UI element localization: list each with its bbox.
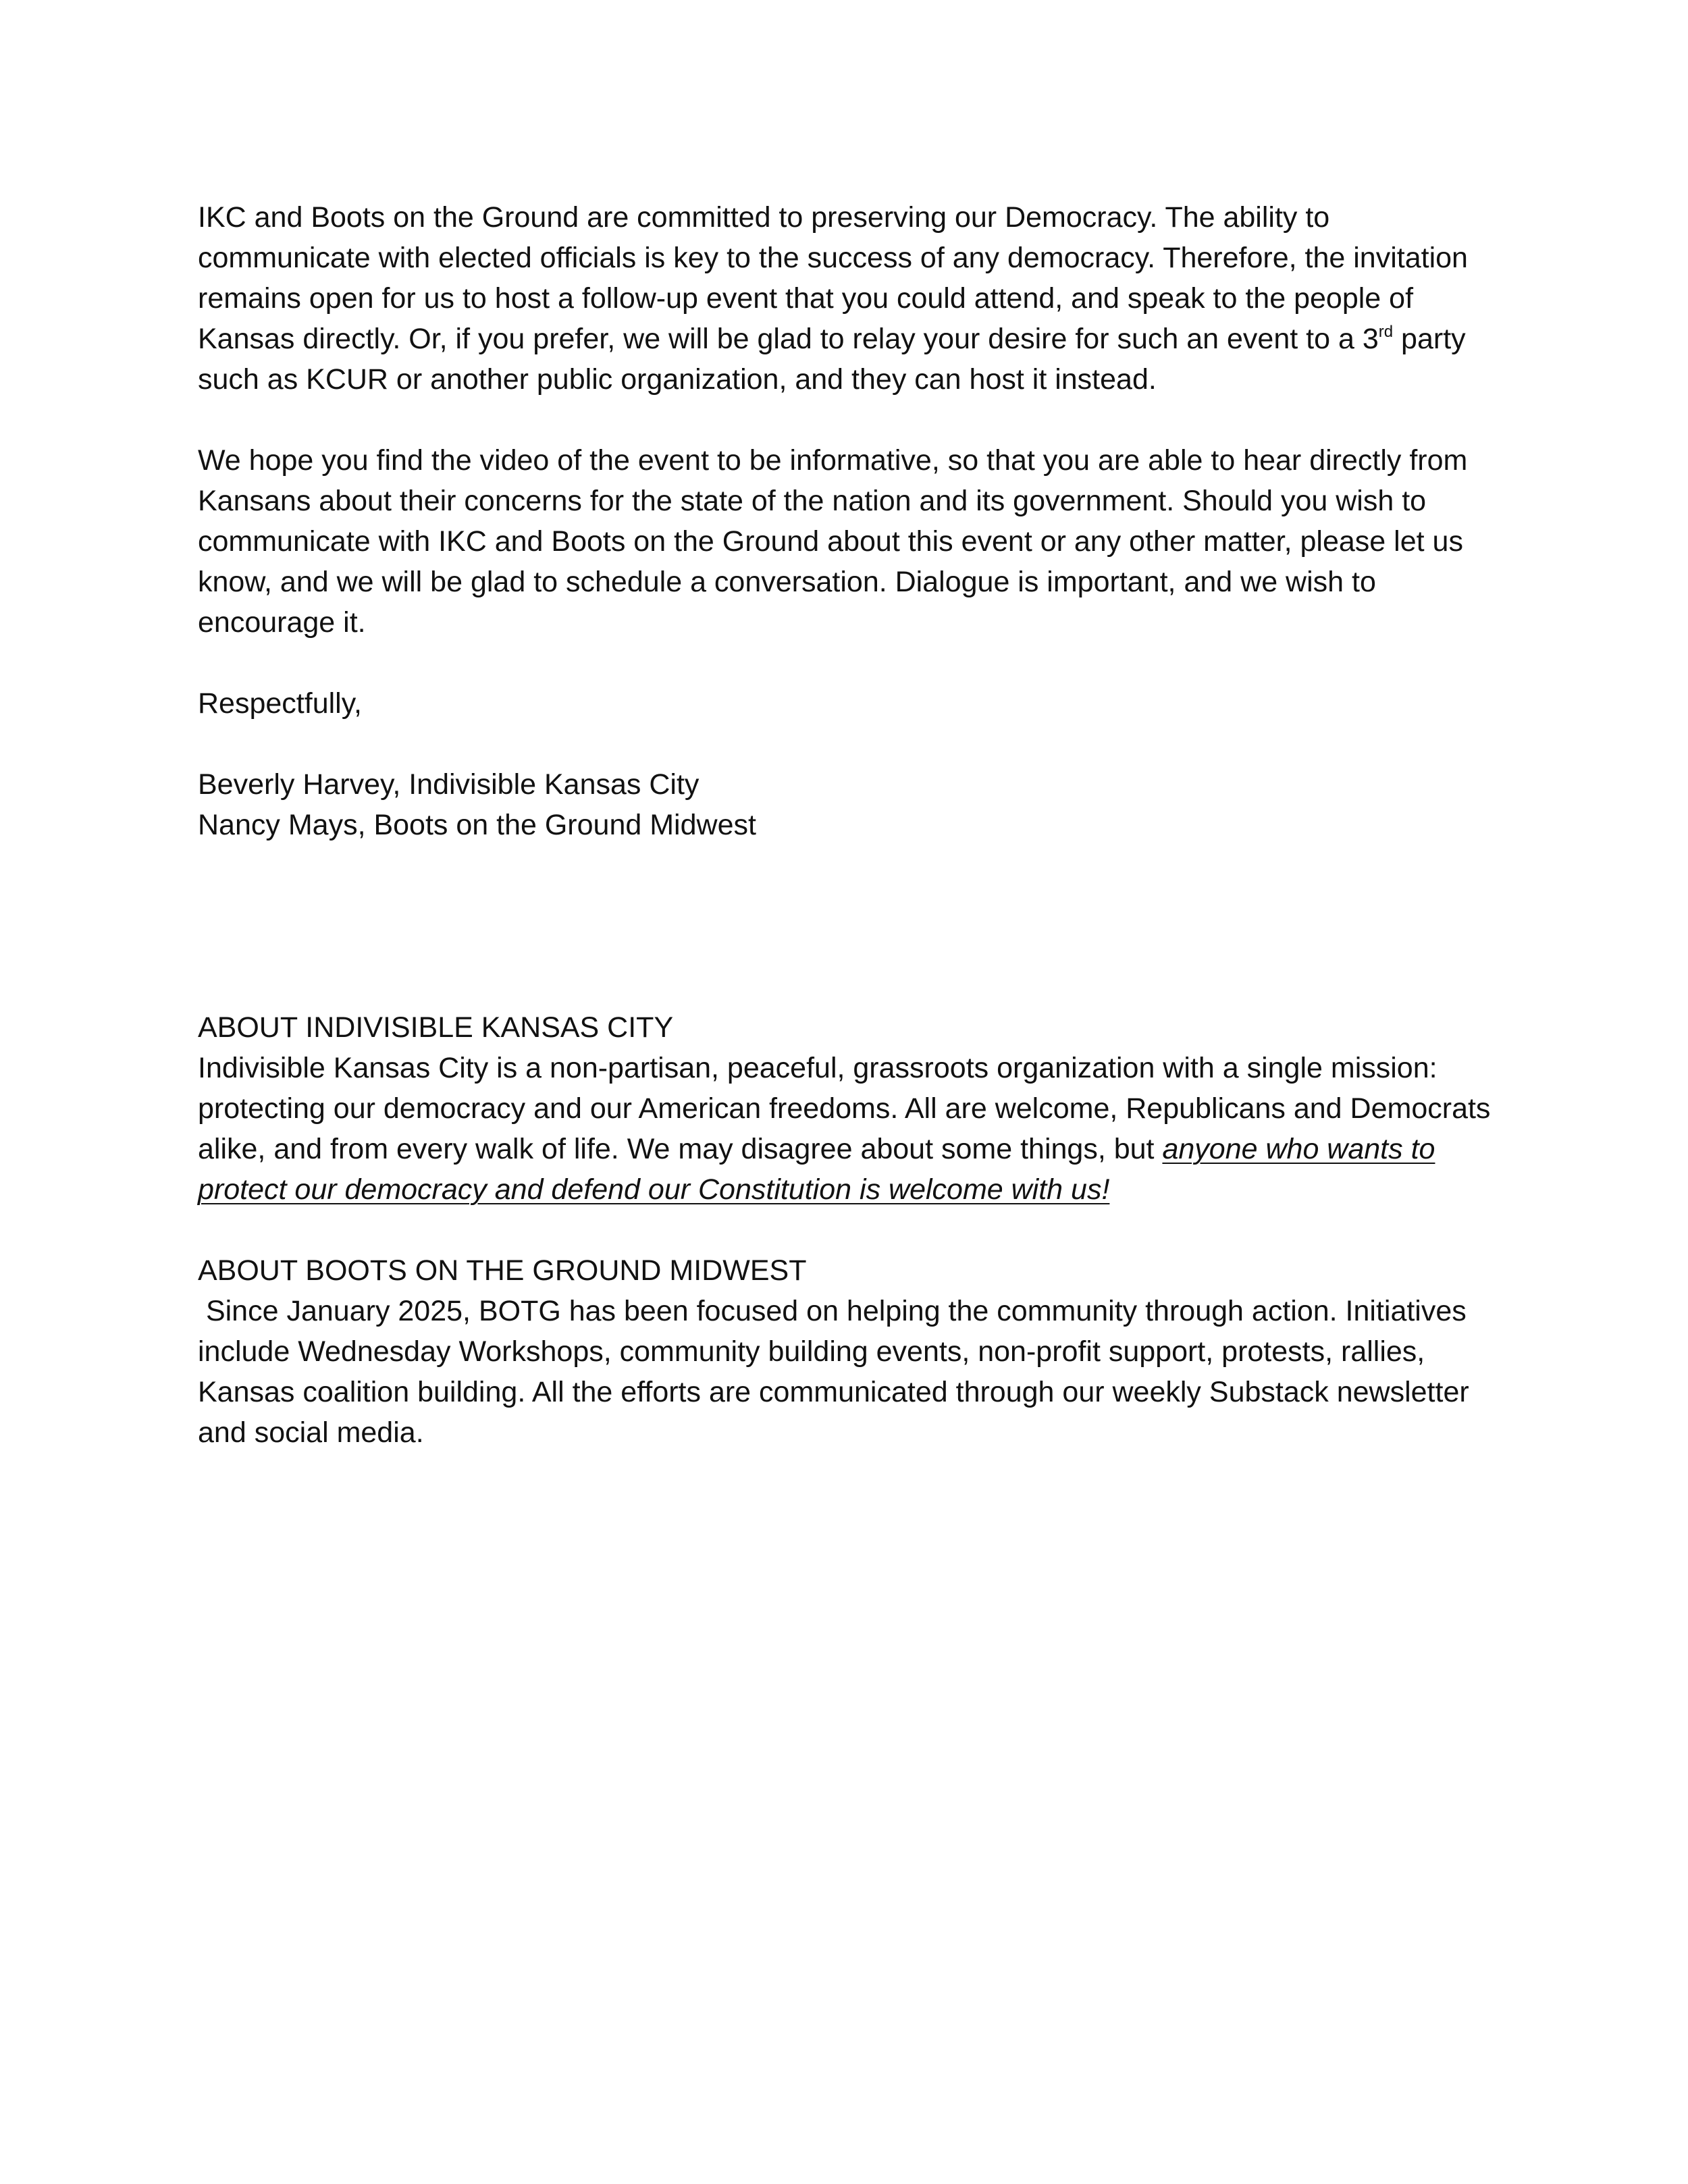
about-botg-heading: ABOUT BOOTS ON THE GROUND MIDWEST (198, 1254, 807, 1287)
letter-body (198, 197, 1504, 1453)
closing-salutation: Respectfully, (198, 687, 362, 720)
about-ikc-text: Indivisible Kansas City is a non-partisan, peaceful, grassroots organization with a single mission: protecting our democracy and our American freedoms. All are welcome, Republicans and Democrats alike, and from every walk of life. We may disagree about some things, but (198, 1052, 1491, 1165)
about-ikc-heading: ABOUT INDIVISIBLE KANSAS CITY (198, 1011, 674, 1044)
spacer (198, 724, 1504, 764)
spacer (198, 643, 1504, 683)
about-ikc-emphasis: anyone who wants to protect our democracy and defend our Constitution is welcome with us! (198, 1133, 1435, 1206)
spacer (198, 1210, 1504, 1250)
paragraph-video: We hope you find the video of the event to be informative, so that you are able to hear directly from Kansans about their concerns for the state of the nation and its government. Should you wish to communicate with IKC and Boots on the Ground about this event or any other matter, please let us know, and we will be glad to schedule a conversation. Dialogue is important, and we wish to encourage it. (198, 444, 1468, 639)
paragraph-invitation-text-continued: party such as KCUR or another public organization, and they can host it instead. (198, 323, 1466, 396)
about-ikc-body (198, 1048, 1504, 1210)
paragraph-invitation (198, 197, 1504, 400)
spacer (198, 845, 1504, 1007)
about-botg-body: Since January 2025, BOTG has been focused on helping the community through action. Initiatives include Wednesday Workshops, community building events, non-profit support, protests, rallies, Kansas coalition building. All the efforts are communicated through our weekly Substack newsletter and social media. (198, 1295, 1477, 1449)
signatory-line: Nancy Mays, Boots on the Ground Midwest (198, 809, 756, 841)
ordinal-suffix: rd (1378, 323, 1394, 341)
paragraph-invitation-text: IKC and Boots on the Ground are committed to preserving our Democracy. The ability to communicate with elected officials is key to the success of any democracy. Therefore, the invitation remains open for us to host a follow-up event that you could attend, and speak to the people of Kansas directly. Or, if you prefer, we will be glad to relay your desire for such an event to a 3 (198, 201, 1468, 355)
spacer (198, 400, 1504, 440)
signatory-line: Beverly Harvey, Indivisible Kansas City (198, 768, 700, 801)
